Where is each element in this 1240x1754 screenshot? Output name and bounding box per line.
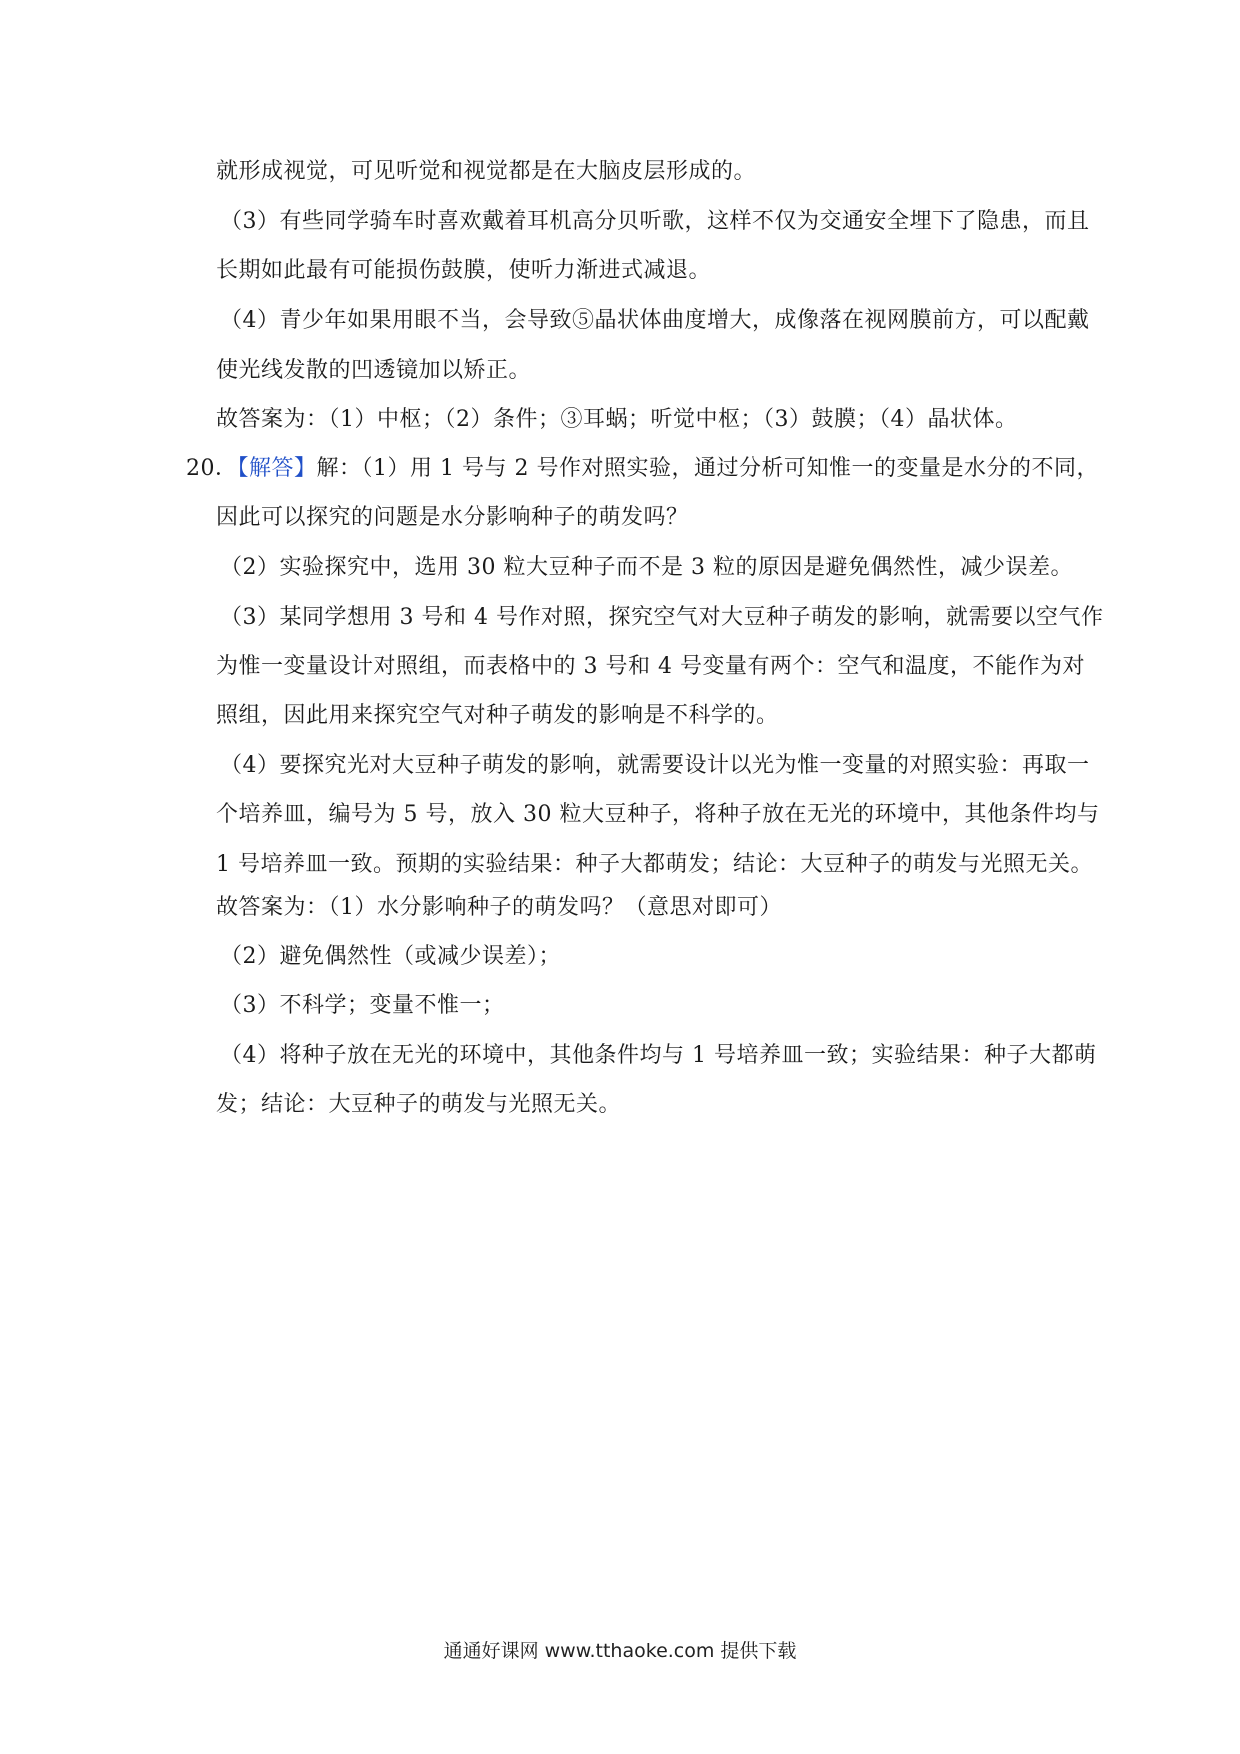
- question-number: 20．: [186, 456, 238, 481]
- q20-part3-line: 为惟一变量设计对照组，而表格中的 3 号和 4 号变量有两个：空气和温度，不能作为对: [216, 654, 1085, 679]
- q20-part4-line: （4）要探究光对大豆种子萌发的影响，就需要设计以光为惟一变量的对照实验：再取一: [220, 753, 1090, 778]
- q19-part4-line: 使光线发散的凹透镜加以矫正。: [216, 358, 532, 383]
- q20-answer-line: （2）避免偶然性（或减少误差）；: [220, 944, 561, 969]
- q20-part2-line: （2）实验探究中，选用 30 粒大豆种子而不是 3 粒的原因是避免偶然性，减少误差。: [220, 555, 1073, 580]
- q20-part1-line: 解：（1）用 1 号与 2 号作对照实验，通过分析可知惟一的变量是水分的不同，: [316, 456, 1099, 481]
- q20-answer-line: 发；结论：大豆种子的萌发与光照无关。: [216, 1092, 622, 1117]
- q19-part4-line: （4）青少年如果用眼不当，会导致⑤晶状体曲度增大，成像落在视网膜前方，可以配戴: [220, 308, 1090, 333]
- q20-answer-line: （4）将种子放在无光的环境中，其他条件均与 1 号培养皿一致；实验结果：种子大都萌: [220, 1043, 1097, 1068]
- page-footer: 通通好课网 www.tthaoke.com 提供下载: [443, 1640, 797, 1662]
- q19-text-line: 就形成视觉，可见听觉和视觉都是在大脑皮层形成的。: [216, 159, 757, 184]
- q20-answer-line: 故答案为：（1）水分影响种子的萌发吗？（意思对即可）: [216, 895, 782, 920]
- q20-part4-line: 1 号培养皿一致。预期的实验结果：种子大都萌发；结论：大豆种子的萌发与光照无关。: [216, 852, 1093, 877]
- solution-tag: 【解答】: [237, 456, 317, 481]
- q19-part3-line: 长期如此最有可能损伤鼓膜，使听力渐进式减退。: [216, 258, 712, 283]
- q19-answer-line: 故答案为：（1）中枢；（2）条件；③耳蜗；听觉中枢；（3）鼓膜；（4）晶状体。: [216, 407, 1018, 432]
- q19-part3-line: （3）有些同学骑车时喜欢戴着耳机高分贝听歌，这样不仅为交通安全埋下了隐患，而且: [220, 209, 1090, 234]
- q20-part3-line: （3）某同学想用 3 号和 4 号作对照，探究空气对大豆种子萌发的影响，就需要以空气作: [220, 605, 1104, 630]
- q20-part3-line: 照组，因此用来探究空气对种子萌发的影响是不科学的。: [216, 703, 779, 728]
- q20-first-line: [186, 454, 1099, 484]
- q20-part1-line: 因此可以探究的问题是水分影响种子的萌发吗？: [216, 505, 689, 530]
- q20-answer-line: （3）不科学；变量不惟一；: [220, 993, 505, 1018]
- q20-part4-line: 个培养皿，编号为 5 号，放入 30 粒大豆种子，将种子放在无光的环境中，其他条件均与: [216, 802, 1100, 827]
